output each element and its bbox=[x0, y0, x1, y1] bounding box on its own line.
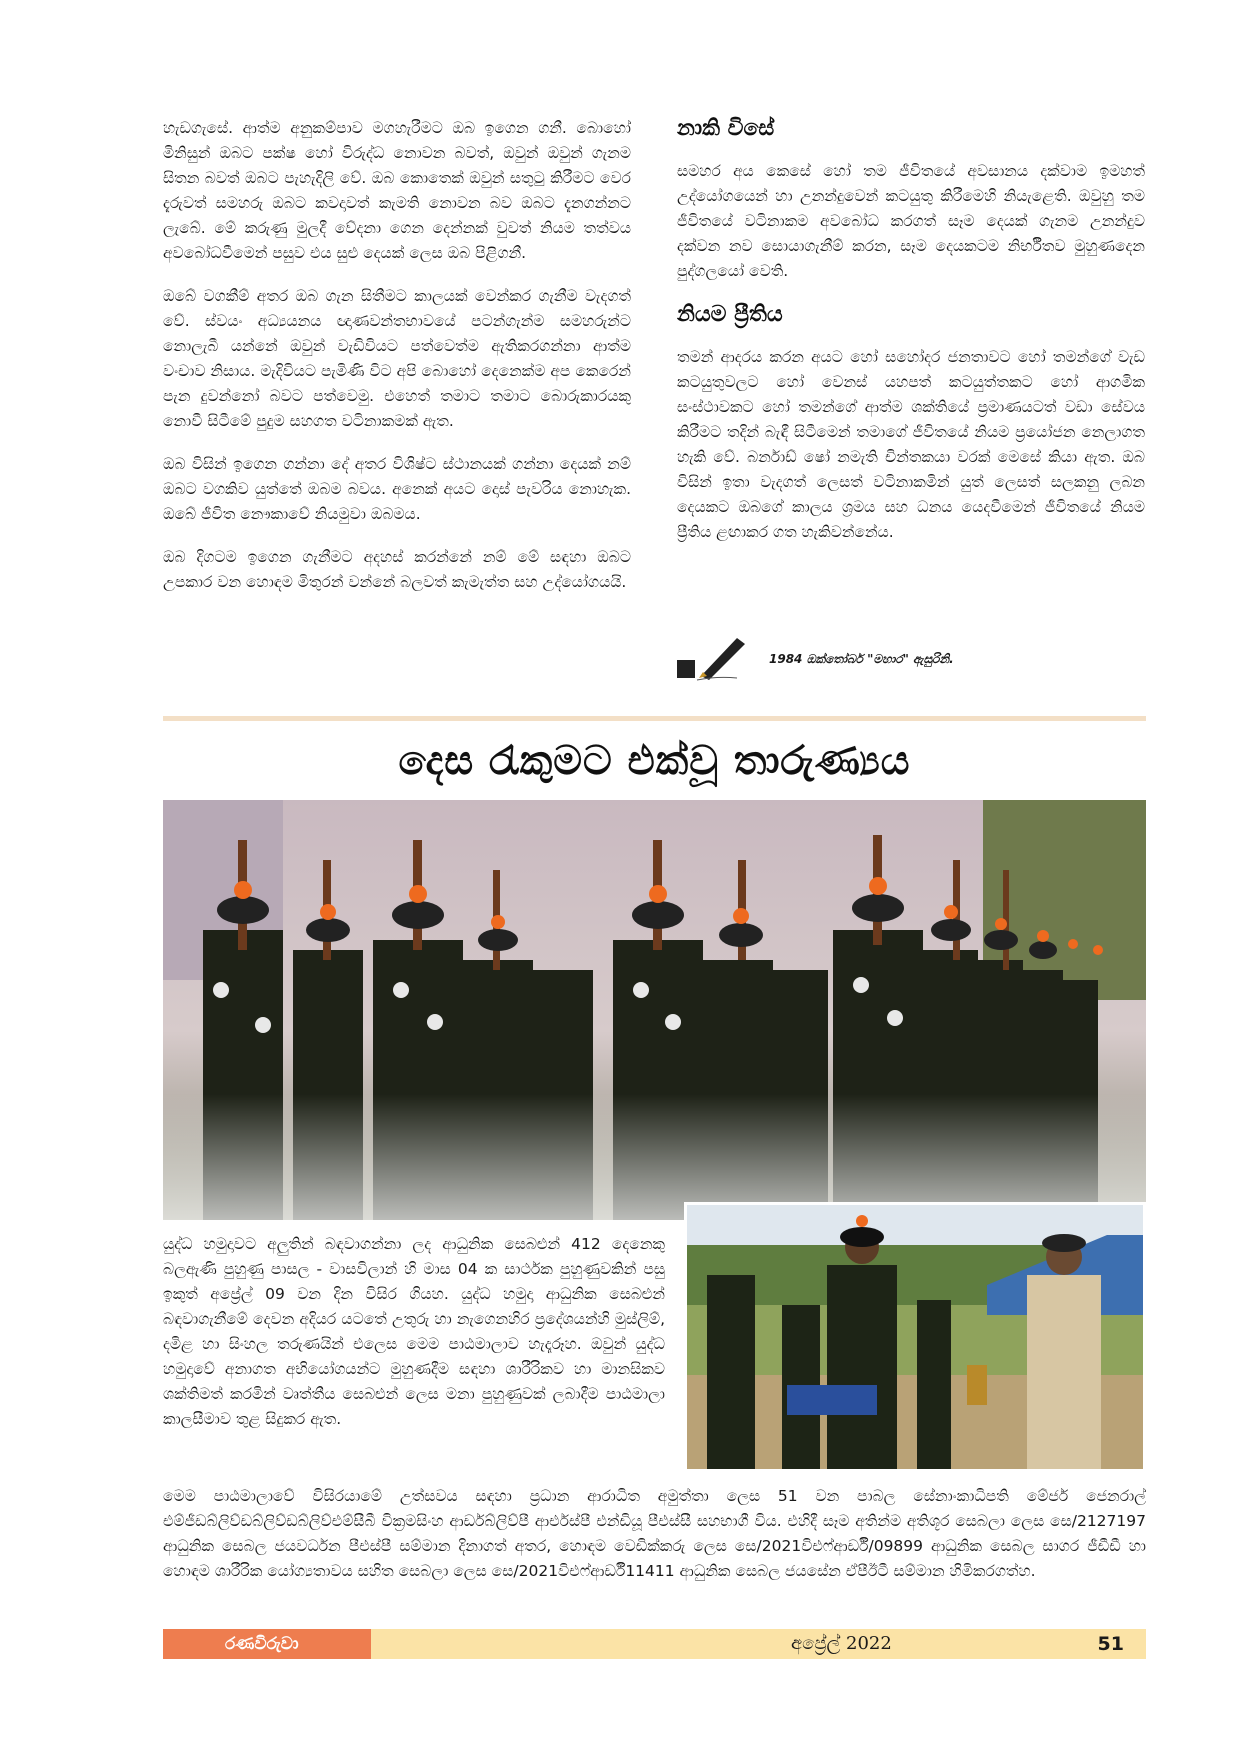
article-body: මෙම පාඨමාලාවේ විසිරයාමේ උත්සවය සඳහා ප්‍රධාන ආරාධිත අමුත්තා ලෙස 51 වන පාබල සේනාංකාධිපති මේජර් ජෙනරාල් එම්ජීඩබ්ලිව්ඩබ්ලිව්ඩබ්ලිව්එම්සීබී වික්‍රමසිංහ ආර්ඩබ්ලිව්පී ආර්එස්පී එන්ඩියූ පීඑස්සී සහභාගී විය. එහිදී සෑම අතින්ම අතිශූර සෙබලා ලෙස සෙ/2127197 ආධුනික සෙබල ජයවර්ධන පීඑස්පී සම්මාන දිනාගත් අතර, හොඳම වෙඩික්කරු ලෙස සෙ/2021විඑෆ්ආර්ඩී/09899 ආධුනික සෙබල සාගර ජීඩීඩී හා හොඳම ශාරීරික යෝග්‍යතාවය සහිත සෙබලා ලෙස සෙ/2021විඑෆ්ආර්ඩී11411 ආධුනික සෙබල ජයසේන ඒපීඊටී සම්මාන හිමිකරගත්හ. bbox=[163, 1487, 1146, 1580]
magazine-name: රණවිරුවා bbox=[163, 1629, 371, 1659]
paragraph: හැඩගැසේ. ආත්ම අනුකම්පාව මගහැරීමට ඔබ ඉගෙන ගනී. බොහෝ මිනිසුන් ඔබට පක්ෂ හෝ විරුද්ධ නොවන බවත්, ඔවුන් ඔවුන් ගැනම සිතන බවත් ඔබට පැහැදිලි වේ. ඔබ කොතෙක් ඔවුන් සතුටු කිරීමට වෙර දැරුවත් සමහරු ඔබට කවදාවත් කැමති නොවන බව ඔබට දැනගන්නට ලැබේ. මේ කරුණු මුලදී වේදනා ගෙන දෙන්නක් වුවත් නියම තත්වය අවබෝධවීමෙන් පසුව එය සුළු දෙයක් ලෙස ඔබ පිළිගනී. bbox=[163, 119, 631, 262]
issue-date: අප්‍රේල් 2022 bbox=[791, 1633, 892, 1654]
photo-caption: යුද්ධ හමුදාවට අලුතින් බඳවාගන්නා ලද ආධුනික සෙබළුන් 412 දෙනෙකු බලඇණි පුහුණු පාසල - වාසවිලාන් හි මාස 04 ක සාර්ථක පුහුණුවකින් පසු ඉකුත් අප්‍රේල් 09 වන දින විසිර ගියහ. යුද්ධ හමුදා ආධුනික සෙබළුන් බඳවාගැනීමේ දෙවන අදියර යටතේ උතුරු හා නැගෙනහිර ප්‍රදේශයන්හි මුස්ලිම්, දමිළ හා සිංහල තරුණයින් එලෙස මෙම පාඨමාලාව හැදෑරූහ. ඔවුන් යුද්ධ හමුදාවේ අනාගත අභියෝගයන්ට මුහුණදීම සඳහා ශාරීරිකව හා මානසිකව ශක්තිමත් කරමින් වෘත්තීය සෙබළුන් ලෙස මනා පුහුණුවක් ලබාදීම පාඨමාලා කාලසීමාව තුළ සිදුකර ඇත. bbox=[163, 1235, 665, 1428]
section-heading: නියම ප්‍රීතිය bbox=[677, 302, 783, 327]
right-column bbox=[677, 116, 1145, 563]
left-column bbox=[163, 116, 631, 613]
paragraph: තමන් ආදරය කරන අයට හෝ සහෝදර ජනතාවට හෝ තමන්ගේ වැඩ කටයුතුවලට හෝ වෙනස් යහපත් කටයුත්තකට හෝ ආගමික සංස්ථාවකට හෝ තමන්ගේ ආත්ම ශක්තියේ ප්‍රමාණයටත් වඩා සේවය කිරීමට තදින් බැඳී සිටීමෙන් තමාගේ ජීවිතයේ නියම ප්‍රයෝජන නෙලාගත හැකි වේ. බර්නාඩ් ෂෝ නමැති චින්තකයා වරක් මෙසේ කියා ඇත. ඔබ විසින් ඉතා වැදගත් ලෙසත් වටිනාකමින් යුත් ලෙසත් සලකනු ලබන දෙයකට ඔබගේ කාලය ශ්‍රමය සහ ධනය යෙදවීමෙන් ජීවිතයේ නියම ප්‍රීතිය ළඟාකර ගත හැකිවන්නේය. bbox=[677, 348, 1145, 541]
page-number: 51 bbox=[1097, 1633, 1124, 1655]
paragraph: සමහර අය කෙසේ හෝ තම ජීවිතයේ අවසානය දක්වාම ඉමහත් උද්යෝගයෙන් හා උනන්දුවෙන් කටයුතු කිරීමෙහි නියැළෙති. ඔවුහු තම ජීවිතයේ වටිනාකම අවබෝධ කරගත් සෑම දෙයක් ගැනම උනන්දුව දක්වන නව සොයාගැනීම් කරන, සෑම දෙයකටම නිර්භීතව මුහුණදෙන පුද්ගලයෝ වෙති. bbox=[677, 162, 1145, 280]
article-title: දෙස රැකුමට එක්වූ තාරුණ්‍යය bbox=[398, 738, 911, 784]
pen-icon bbox=[677, 632, 749, 682]
paragraph: ඔබ දිගටම ඉගෙන ගැනීමට අදහස් කරන්නේ නම් මේ සඳහා ඔබට උපකාර වන හොඳම මිතුරන් වන්නේ බලවත් කැමැත්ත සහ උද්යෝගයයි. bbox=[163, 548, 631, 591]
soldiers-march-photo bbox=[163, 800, 1146, 1220]
signature-caption: 1984 ඔක්තෝබර් "මහාර" ඇසුරිනි. bbox=[769, 652, 954, 666]
paragraph: ඔබ විසින් ඉගෙන ගන්නා දේ අතර විශිෂ්ට ස්ථානයක් ගන්නා දෙයක් නම් ඔබට වගකිව යුත්තේ ඔබම බවය. අනෙක් අයට දොස් පැවරිය නොහැක. ඔබේ ජීවිත නෞකාවේ නියමුවා ඔබමය. bbox=[163, 455, 631, 523]
award-ceremony-photo bbox=[684, 1202, 1146, 1472]
signature-block bbox=[677, 632, 1145, 682]
page-footer bbox=[163, 1629, 1146, 1659]
section-heading: නාකි විසේ bbox=[677, 116, 775, 141]
paragraph: ඔබේ වගකීම් අතර ඔබ ගැන සිතීමට කාලයක් වෙන්කර ගැනීම වැදගත් වේ. ස්වයං අධ්‍යයනය ඥාණවන්තභාවයේ පටන්ගැන්ම සමහරුන්ට නොලැබී යන්නේ ඔවුන් වැඩිවියට පත්වෙත්ම ඇතිකරගන්නා ආත්ම වංචාව නිසාය. මැදිවියට පැමිණි විට අපි බොහෝ දෙනෙක්ම අප කෙරෙන් පැන දුවන්නෝ බවට පත්වෙමු. එහෙත් තමාට තමාට බොරුකාරයකු නොවී සිටීමේ පුදුම සහගත වටිනාකමක් ඇත. bbox=[163, 287, 631, 430]
footer-band bbox=[371, 1629, 1146, 1659]
divider bbox=[163, 716, 1146, 721]
